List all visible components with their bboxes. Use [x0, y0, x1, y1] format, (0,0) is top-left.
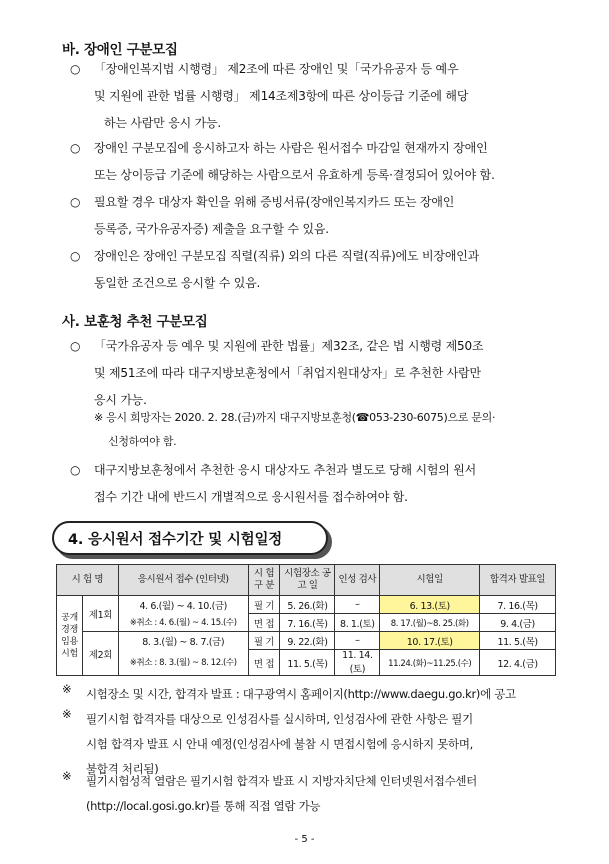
personality-date: –	[335, 632, 380, 650]
result-date: 11. 5.(목)	[480, 632, 556, 650]
exam-type: 필 기	[248, 632, 280, 650]
footnote-mark: ※	[62, 769, 72, 783]
announce-date: 7. 16.(목)	[280, 614, 335, 632]
footnote-personality-test: 필기시험 합격자를 대상으로 인성검사를 실시하며, 인성검사에 관한 사항은 필기 시험 합격자 발표 시 안내 예정(인성검사에 불참 시 면접시험에 응시하지 못하며, 불합격 처리됨)	[86, 712, 473, 776]
announce-date: 9. 22.(화)	[280, 632, 335, 650]
paragraph-disabled-eligibility: 「장애인복지법 시행령」 제2조에 따른 장애인 및「국가유공자 등 예우 및 지원에 관한 법률 시행령」 제14조제3항에 따른 상이등급 기준에 해당 하는 사람만 응시 가능.	[94, 62, 469, 130]
paragraph-veterans-application: 대구지방보훈청에서 추천한 응시 대상자도 추천과 별도로 당해 시험의 원서 접수 기간 내에 반드시 개별적으로 응시원서를 접수하여야 함.	[94, 463, 477, 504]
page-number: - 5 -	[294, 834, 315, 845]
result-date: 9. 4.(금)	[480, 614, 556, 632]
footnote-score-viewing: 필기시험성적 열람은 필기시험 합격자 발표 시 지방자치단체 인터넷원서접수센터 (http://local.gosi.go.kr)를 통해 직접 열람 가능	[86, 774, 477, 813]
bullet-marker: ○	[70, 249, 81, 263]
header-personality: 인성 검사	[335, 565, 380, 596]
announce-date: 5. 26.(화)	[280, 596, 335, 614]
note-inquiry: ※ 응시 희망자는 2020. 2. 28.(금)까지 대구지방보훈청(☎053-230-6075)으로 문의· 신청하여야 함.	[94, 411, 496, 448]
round-name: 제1회	[82, 596, 118, 632]
category-cell: 공개 경쟁 임용 시험	[57, 596, 83, 676]
exam-type: 면 접	[248, 650, 280, 676]
section-title-veterans: 사. 보훈청 추천 구분모집	[62, 314, 208, 330]
table-row	[57, 596, 556, 614]
exam-date-highlight: 10. 17.(토)	[380, 632, 480, 650]
bullet-marker: ○	[70, 339, 81, 353]
announce-date: 11. 5.(목)	[280, 650, 335, 676]
footnote-mark: ※	[62, 707, 72, 721]
header-exam-date: 시험일	[380, 565, 480, 596]
application-period: 8. 3.(월) ~ 8. 7.(금)	[118, 632, 248, 650]
section-title-disabled: 바. 장애인 구분모집	[62, 42, 178, 58]
header-announce: 시험장소 공 고 일	[280, 565, 335, 596]
bullet-marker: ○	[70, 62, 81, 76]
cancel-period: ※취소 : 4. 6.(월) ~ 4. 15.(수)	[118, 614, 248, 632]
section-heading-schedule: 4. 응시원서 접수기간 및 시험일정	[52, 521, 328, 555]
paragraph-disabled-documents: 필요할 경우 대상자 확인을 위해 증빙서류(장애인복지카드 또는 장애인 등록증, 국가유공자증) 제출을 요구할 수 있음.	[94, 195, 455, 236]
cancel-period: ※취소 : 8. 3.(월) ~ 8. 12.(수)	[118, 650, 248, 676]
personality-date: 8. 1.(토)	[335, 614, 380, 632]
table-row	[57, 614, 556, 632]
result-date: 7. 16.(목)	[480, 596, 556, 614]
exam-date-highlight: 6. 13.(토)	[380, 596, 480, 614]
table-row	[57, 632, 556, 650]
header-type: 시 험 구 분	[248, 565, 280, 596]
footnote-mark: ※	[62, 682, 72, 696]
exam-date: 8. 17.(월)~8. 25.(화)	[380, 614, 480, 632]
application-period: 4. 6.(월) ~ 4. 10.(금)	[118, 596, 248, 614]
header-result: 합격자 발표일	[480, 565, 556, 596]
footnote-announcement: 시험장소 및 시간, 합격자 발표 : 대구광역시 홈페이지(http://www.daegu.go.kr)에 공고	[86, 687, 516, 701]
exam-type: 필 기	[248, 596, 280, 614]
schedule-table	[56, 564, 556, 676]
paragraph-disabled-registration: 장애인 구분모집에 응시하고자 하는 사람은 원서접수 마감일 현재까지 장애인 또는 상이등급 기준에 해당하는 사람으로서 유효하게 등록·결정되어 있어야 함.	[94, 141, 495, 182]
bullet-marker: ○	[70, 195, 81, 209]
exam-date: 11.24.(화)~11.25.(수)	[380, 650, 480, 676]
header-application: 응시원서 접수 (인터넷)	[118, 565, 248, 596]
table-header-row	[57, 565, 556, 596]
round-name: 제2회	[82, 632, 118, 676]
paragraph-disabled-other-series: 장애인은 장애인 구분모집 직렬(직류) 외의 다른 직렬(직류)에도 비장애인과 동일한 조건으로 응시할 수 있음.	[94, 249, 479, 290]
header-exam: 시 험 명	[57, 565, 119, 596]
bullet-marker: ○	[70, 141, 81, 155]
personality-date: 11. 14.(토)	[335, 650, 380, 676]
result-date: 12. 4.(금)	[480, 650, 556, 676]
bullet-marker: ○	[70, 463, 81, 477]
paragraph-veterans-eligibility: 「국가유공자 등 예우 및 지원에 관한 법률」제32조, 같은 법 시행령 제50조 및 제51조에 따라 대구지방보훈청에서「취업지원대상자」로 추천한 사람만 응시 가능.	[94, 339, 484, 407]
table-row	[57, 650, 556, 676]
personality-date: –	[335, 596, 380, 614]
exam-type: 면 접	[248, 614, 280, 632]
